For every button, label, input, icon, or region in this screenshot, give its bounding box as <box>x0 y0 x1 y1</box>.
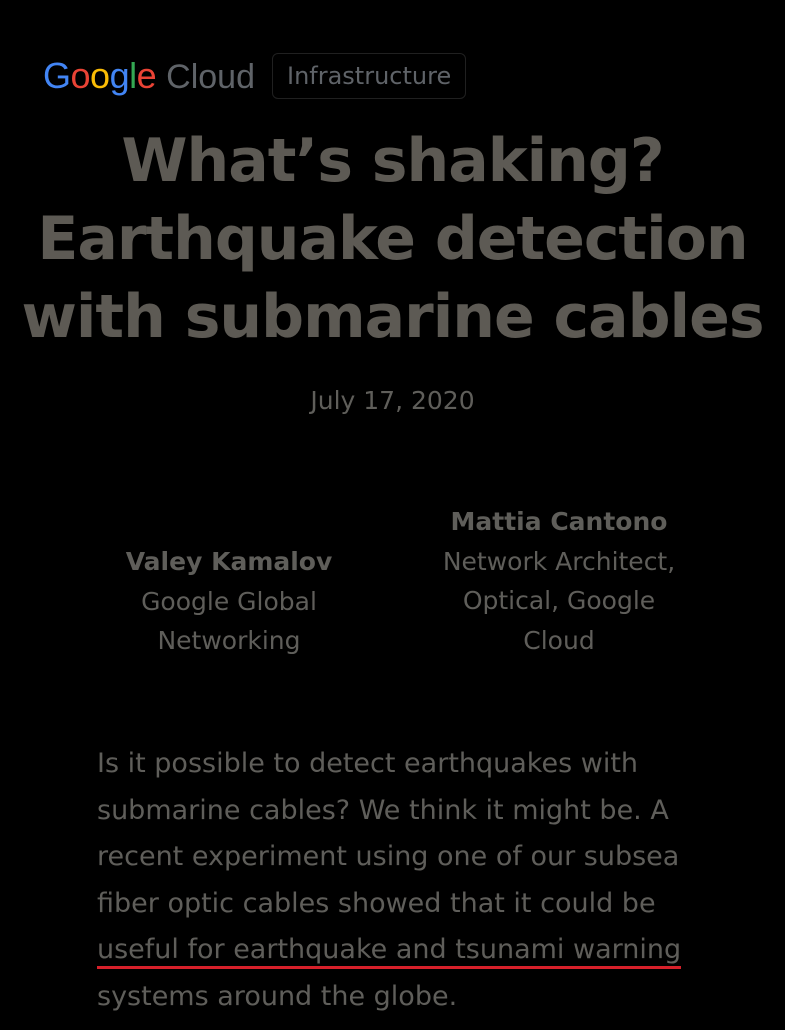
logo-product-name: Cloud <box>166 58 255 96</box>
google-cloud-logo[interactable] <box>43 55 255 96</box>
logo-letter: e <box>136 55 157 96</box>
highlighted-link[interactable]: useful for earthquake and tsunami warning <box>97 934 681 969</box>
logo-letter: G <box>43 55 71 96</box>
logo-letter: o <box>70 55 91 96</box>
article-title: What’s shaking? Earthquake detection with submarine cables <box>21 126 764 352</box>
logo-letter: l <box>129 55 137 96</box>
logo-letter: o <box>90 55 110 96</box>
article-date: July 17, 2020 <box>310 386 475 415</box>
category-chip[interactable]: Infrastructure <box>272 53 466 99</box>
logo-letter: g <box>109 55 130 96</box>
author-name: Valey Kamalov <box>125 547 333 576</box>
author-role: Google Global Networking <box>141 586 317 655</box>
site-header <box>43 52 466 100</box>
intro-text-end: systems around the globe. <box>97 980 458 1012</box>
author-card <box>428 502 690 660</box>
author-role: Network Architect, Optical, Google Cloud <box>442 546 676 655</box>
intro-text: Is it possible to detect earthquakes with submarine cables? We think it might be. A recent experiment using one of our subsea fiber optic cables showed that it could be <box>97 748 680 919</box>
author-card <box>103 542 355 661</box>
author-name: Mattia Cantono <box>450 507 668 536</box>
article-intro <box>97 741 707 1021</box>
